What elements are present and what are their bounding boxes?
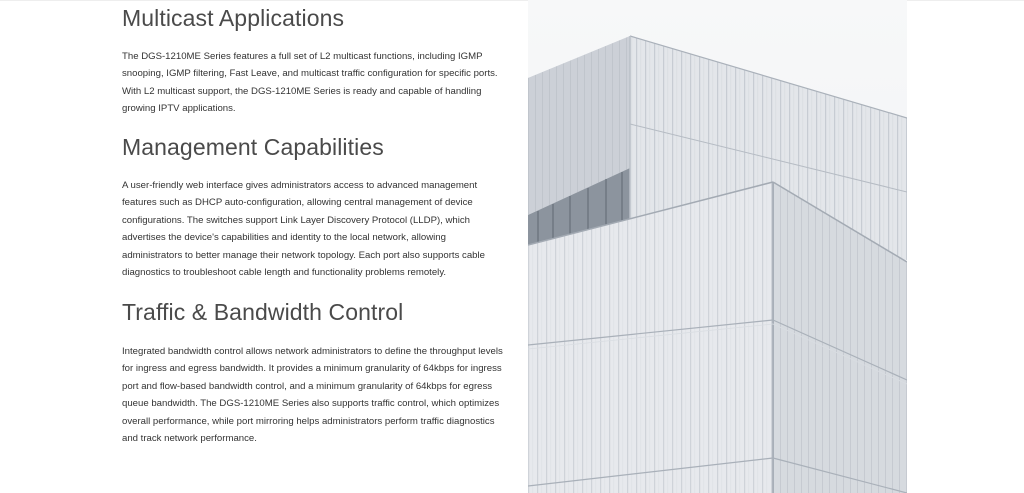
section-multicast-applications <box>122 4 507 115</box>
building-illustration <box>528 0 907 493</box>
section-body: Integrated bandwidth control allows network administrators to define the throughput levels for ingress and egress bandwidth. It provides a minimum granularity of 64kbps for ingress port and flow-based bandwidth control, and a minimum granularity of 64kbps for egress queue bandwidth. The DGS-1210ME Series also supports traffic control, which optimizes overall performance, while port mirroring helps administrators perform traffic diagnostics and track network performance. <box>122 346 503 445</box>
section-heading: Multicast Applications <box>122 5 345 31</box>
section-traffic-bandwidth-control <box>122 298 507 445</box>
building-photo <box>528 0 907 493</box>
section-management-capabilities <box>122 133 507 279</box>
section-body: A user-friendly web interface gives administrators access to advanced management features such as DHCP auto-configuration, allowing central management of device configurations. The switches support Link Layer Discovery Protocol (LLDP), which advertises the device's capabilities and identity to the local network, allowing administrators to better manage their network topology. Each port also supports cable diagnostics to troubleshoot cable length and functionality problems remotely. <box>122 180 485 279</box>
section-body: The DGS-1210ME Series features a full set of L2 multicast functions, including IGMP snooping, IGMP filtering, Fast Leave, and multicast traffic configuration for specific ports. With L2 multicast support, the DGS-1210ME Series is ready and capable of handling growing IPTV applications. <box>122 51 498 115</box>
section-heading: Management Capabilities <box>122 134 384 160</box>
section-heading: Traffic & Bandwidth Control <box>122 299 404 325</box>
